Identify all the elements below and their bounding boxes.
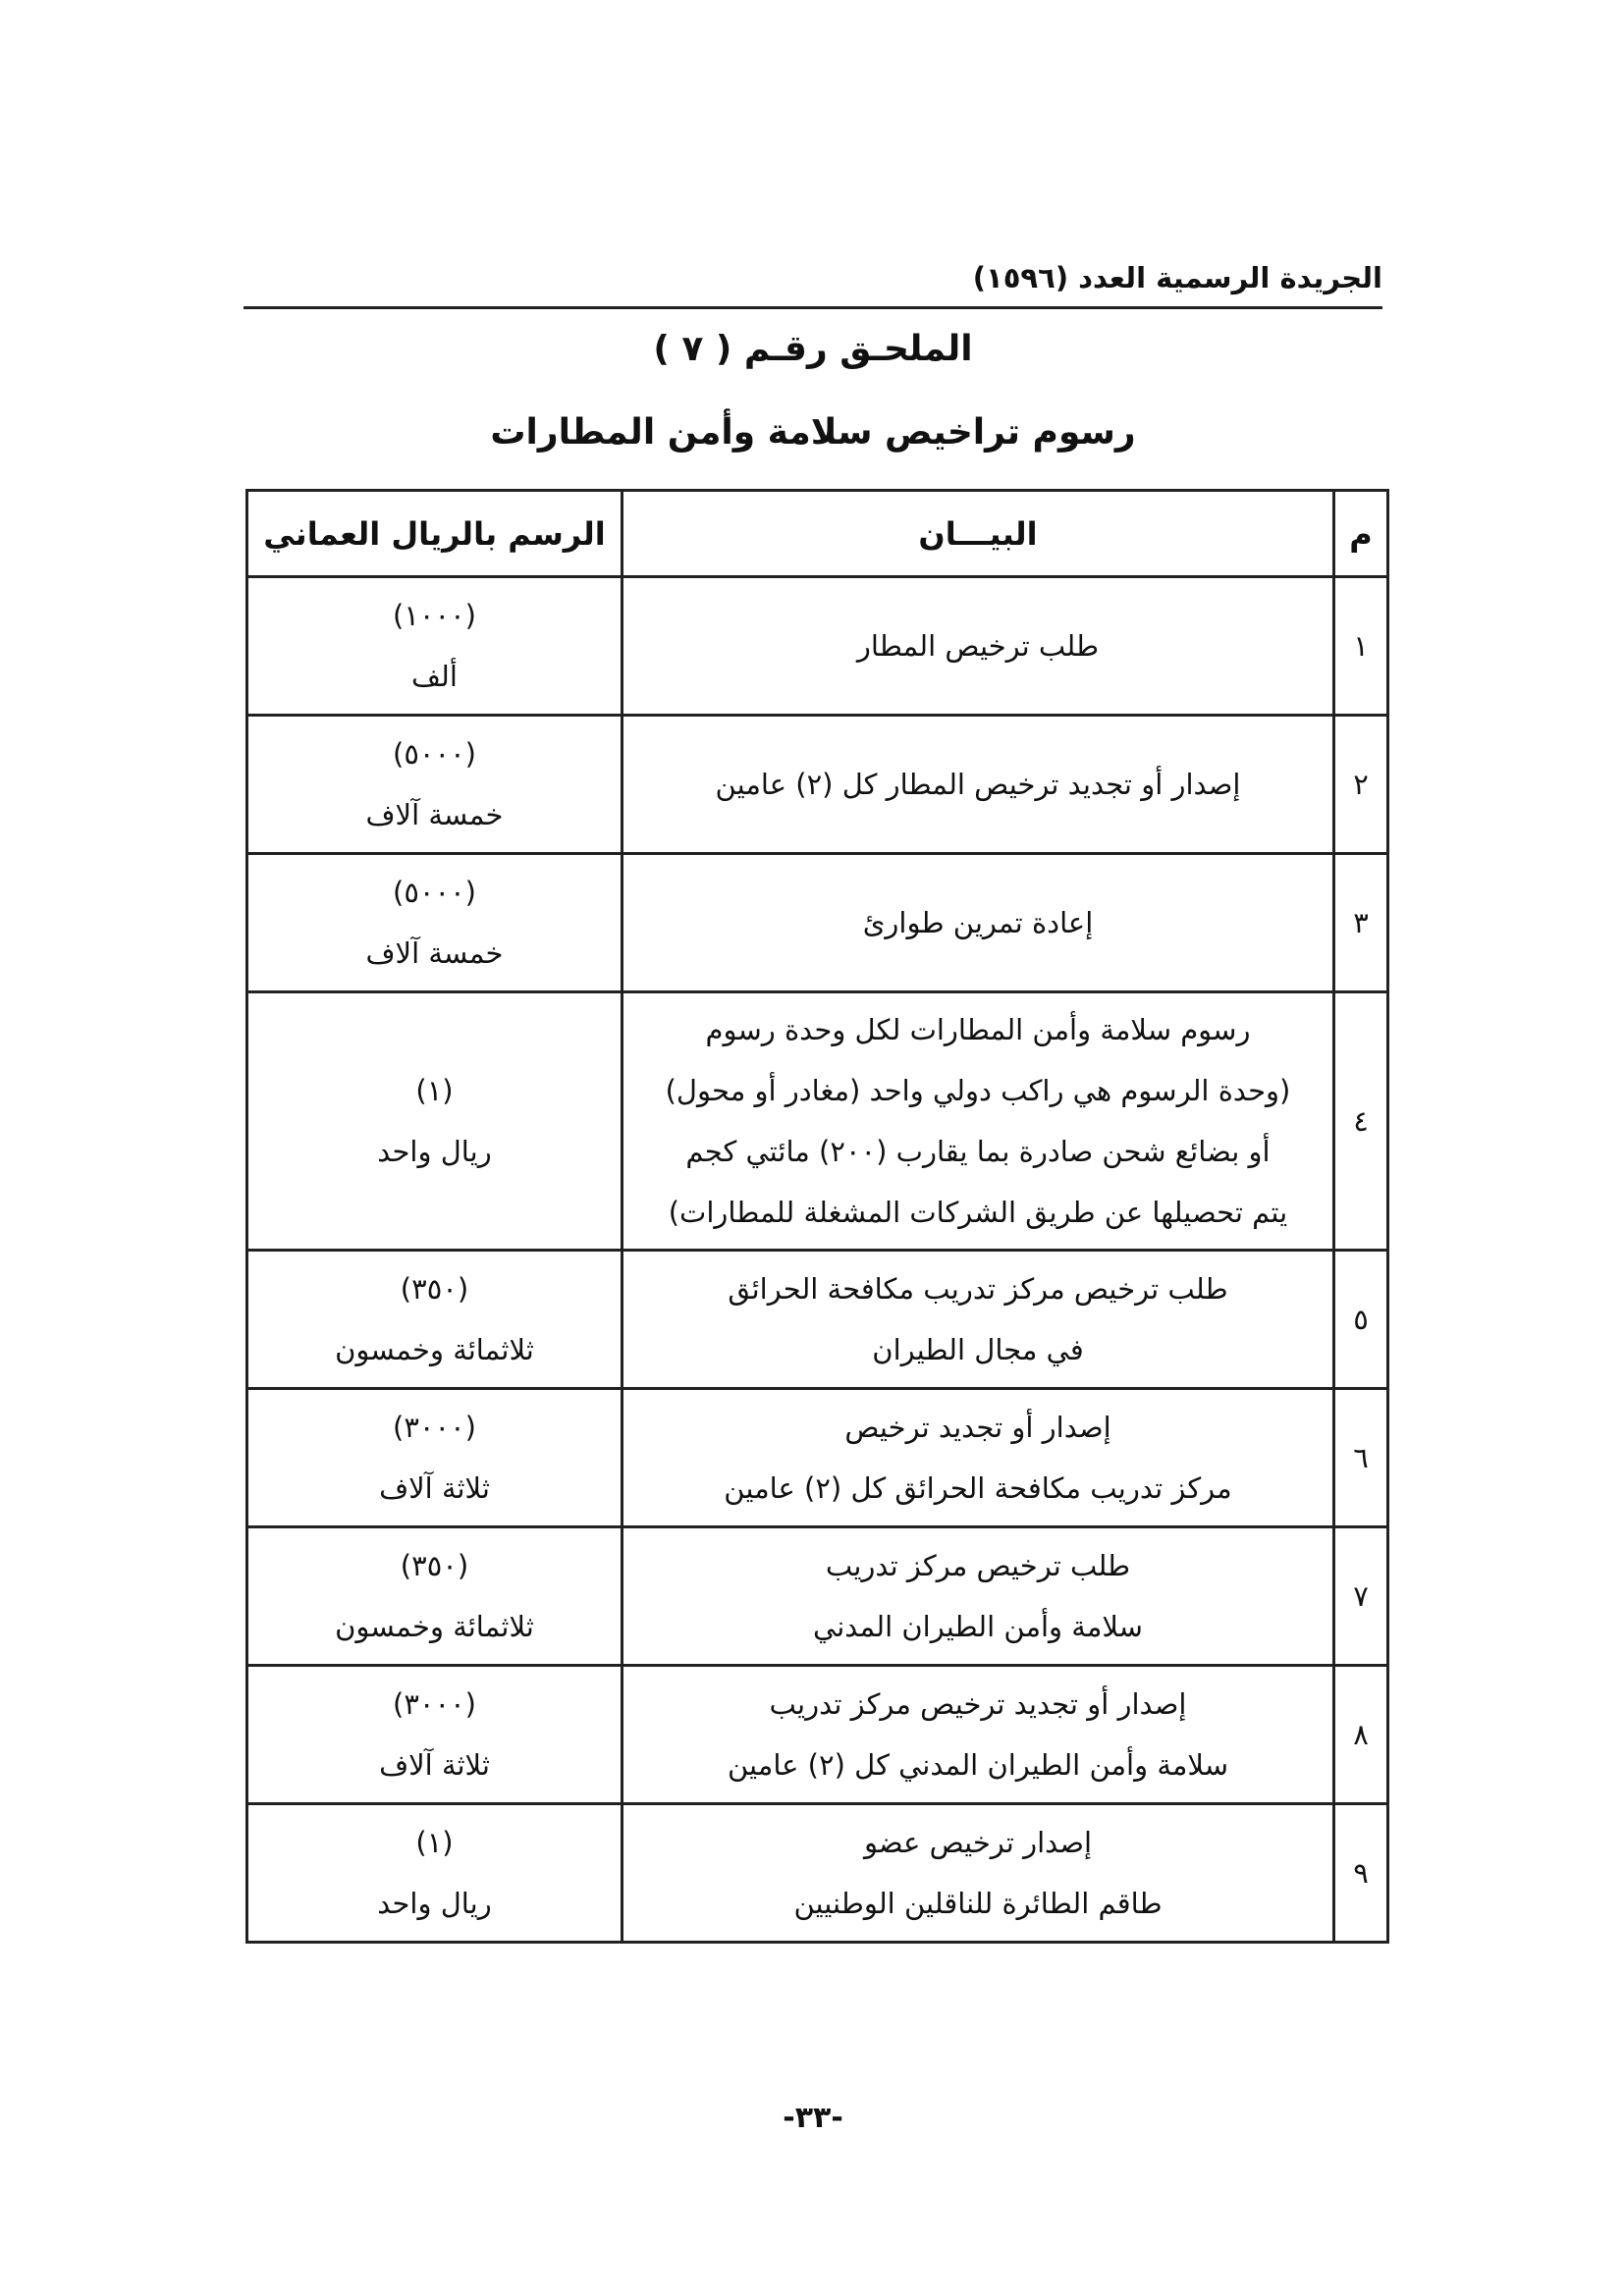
page-number: -٣٣-: [783, 2101, 843, 2135]
row-description: [623, 1804, 1334, 1943]
row-fee: [247, 854, 623, 992]
row-fee: [247, 1527, 623, 1666]
row-fee: [247, 577, 623, 716]
row-description: [623, 1527, 1334, 1666]
table-row: [247, 992, 1388, 1251]
row-number: ٧: [1334, 1527, 1388, 1666]
fee-words: ثلاثمائة وخمسون: [335, 1333, 534, 1366]
description-line: إصدار ترخيص عضو: [863, 1826, 1093, 1859]
fee-figure: (١٠٠٠): [393, 599, 476, 632]
row-number: ٦: [1334, 1389, 1388, 1527]
row-number: ٤: [1334, 992, 1388, 1251]
description-line: طلب ترخيص مركز تدريب: [825, 1549, 1131, 1582]
header-fee: الرسم بالريال العماني: [247, 491, 623, 577]
description-line: (وحدة الرسوم هي راكب دولي واحد (مغادر أو محول): [665, 1074, 1291, 1107]
description-line: طلب ترخيص المطار: [856, 629, 1100, 663]
description-line: سلامة وأمن الطيران المدني: [813, 1610, 1143, 1643]
fee-figure: (١): [415, 1074, 454, 1107]
annex-title: الملحـق رقـم ( ٧ ): [653, 329, 973, 369]
fee-figure: (٥٠٠٠): [393, 737, 476, 771]
fee-figure: (٣٠٠٠): [393, 1687, 476, 1721]
fee-figure: (٣٠٠٠): [393, 1411, 476, 1444]
header-number: م: [1334, 491, 1388, 577]
fee-figure: (١): [415, 1826, 454, 1859]
document-title: رسوم تراخيص سلامة وأمن المطارات: [490, 412, 1136, 453]
fee-words: ألف: [411, 660, 458, 693]
description-line: رسوم سلامة وأمن المطارات لكل وحدة رسوم: [705, 1013, 1251, 1046]
fee-words: ريال واحد: [377, 1135, 492, 1168]
description-line: إصدار أو تجديد ترخيص: [844, 1411, 1111, 1444]
fee-words: ثلاثة آلاف: [379, 1471, 490, 1505]
description-line: إصدار أو تجديد ترخيص مركز تدريب: [769, 1687, 1187, 1721]
row-number: ٢: [1334, 716, 1388, 854]
fee-words: ريال واحد: [377, 1887, 492, 1920]
description-line: طلب ترخيص مركز تدريب مكافحة الحرائق: [728, 1272, 1228, 1306]
description-line: إصدار أو تجديد ترخيص المطار كل (٢) عامين: [715, 768, 1241, 801]
row-description: [623, 1666, 1334, 1804]
table-row: [247, 854, 1388, 992]
table-header-row: [247, 491, 1388, 577]
row-number: ٥: [1334, 1251, 1388, 1389]
row-description: [623, 1389, 1334, 1527]
row-description: [623, 716, 1334, 854]
row-fee: [247, 1666, 623, 1804]
table-row: [247, 577, 1388, 716]
fee-figure: (٥٠٠٠): [393, 876, 476, 909]
description-line: مركز تدريب مكافحة الحرائق كل (٢) عامين: [724, 1471, 1232, 1505]
row-fee: [247, 1389, 623, 1527]
table-row: [247, 1527, 1388, 1666]
fee-words: ثلاثمائة وخمسون: [335, 1610, 534, 1643]
row-fee: [247, 1804, 623, 1943]
row-description: [623, 1251, 1334, 1389]
row-number: ٣: [1334, 854, 1388, 992]
table-row: [247, 1251, 1388, 1389]
row-description: [623, 992, 1334, 1251]
fees-table: [245, 489, 1389, 1944]
fee-words: خمسة آلاف: [365, 936, 504, 970]
description-line: إعادة تمرين طوارئ: [862, 906, 1094, 939]
table-row: [247, 1389, 1388, 1527]
row-description: [623, 854, 1334, 992]
description-line: في مجال الطيران: [872, 1333, 1084, 1366]
gazette-header-title: الجريدة الرسمية العدد (١٥٩٦): [972, 261, 1382, 294]
description-line: أو بضائع شحن صادرة بما يقارب (٢٠٠) مائتي كجم: [685, 1135, 1271, 1168]
row-fee: [247, 1251, 623, 1389]
fee-figure: (٣٥٠): [400, 1549, 469, 1582]
row-description: [623, 577, 1334, 716]
description-line: يتم تحصيلها عن طريق الشركات المشغلة للمطارات): [668, 1196, 1288, 1229]
fee-words: ثلاثة آلاف: [379, 1748, 490, 1782]
row-number: ٨: [1334, 1666, 1388, 1804]
row-fee: [247, 992, 623, 1251]
description-line: طاقم الطائرة للناقلين الوطنيين: [793, 1887, 1163, 1920]
row-fee: [247, 716, 623, 854]
header-description: البيـــان: [623, 491, 1334, 577]
page-header: [244, 257, 1382, 309]
row-number: ٩: [1334, 1804, 1388, 1943]
description-line: سلامة وأمن الطيران المدني كل (٢) عامين: [727, 1748, 1229, 1782]
table-row: [247, 1666, 1388, 1804]
table-row: [247, 716, 1388, 854]
fee-words: خمسة آلاف: [365, 798, 504, 831]
fee-figure: (٣٥٠): [400, 1272, 469, 1306]
row-number: ١: [1334, 577, 1388, 716]
table-row: [247, 1804, 1388, 1943]
